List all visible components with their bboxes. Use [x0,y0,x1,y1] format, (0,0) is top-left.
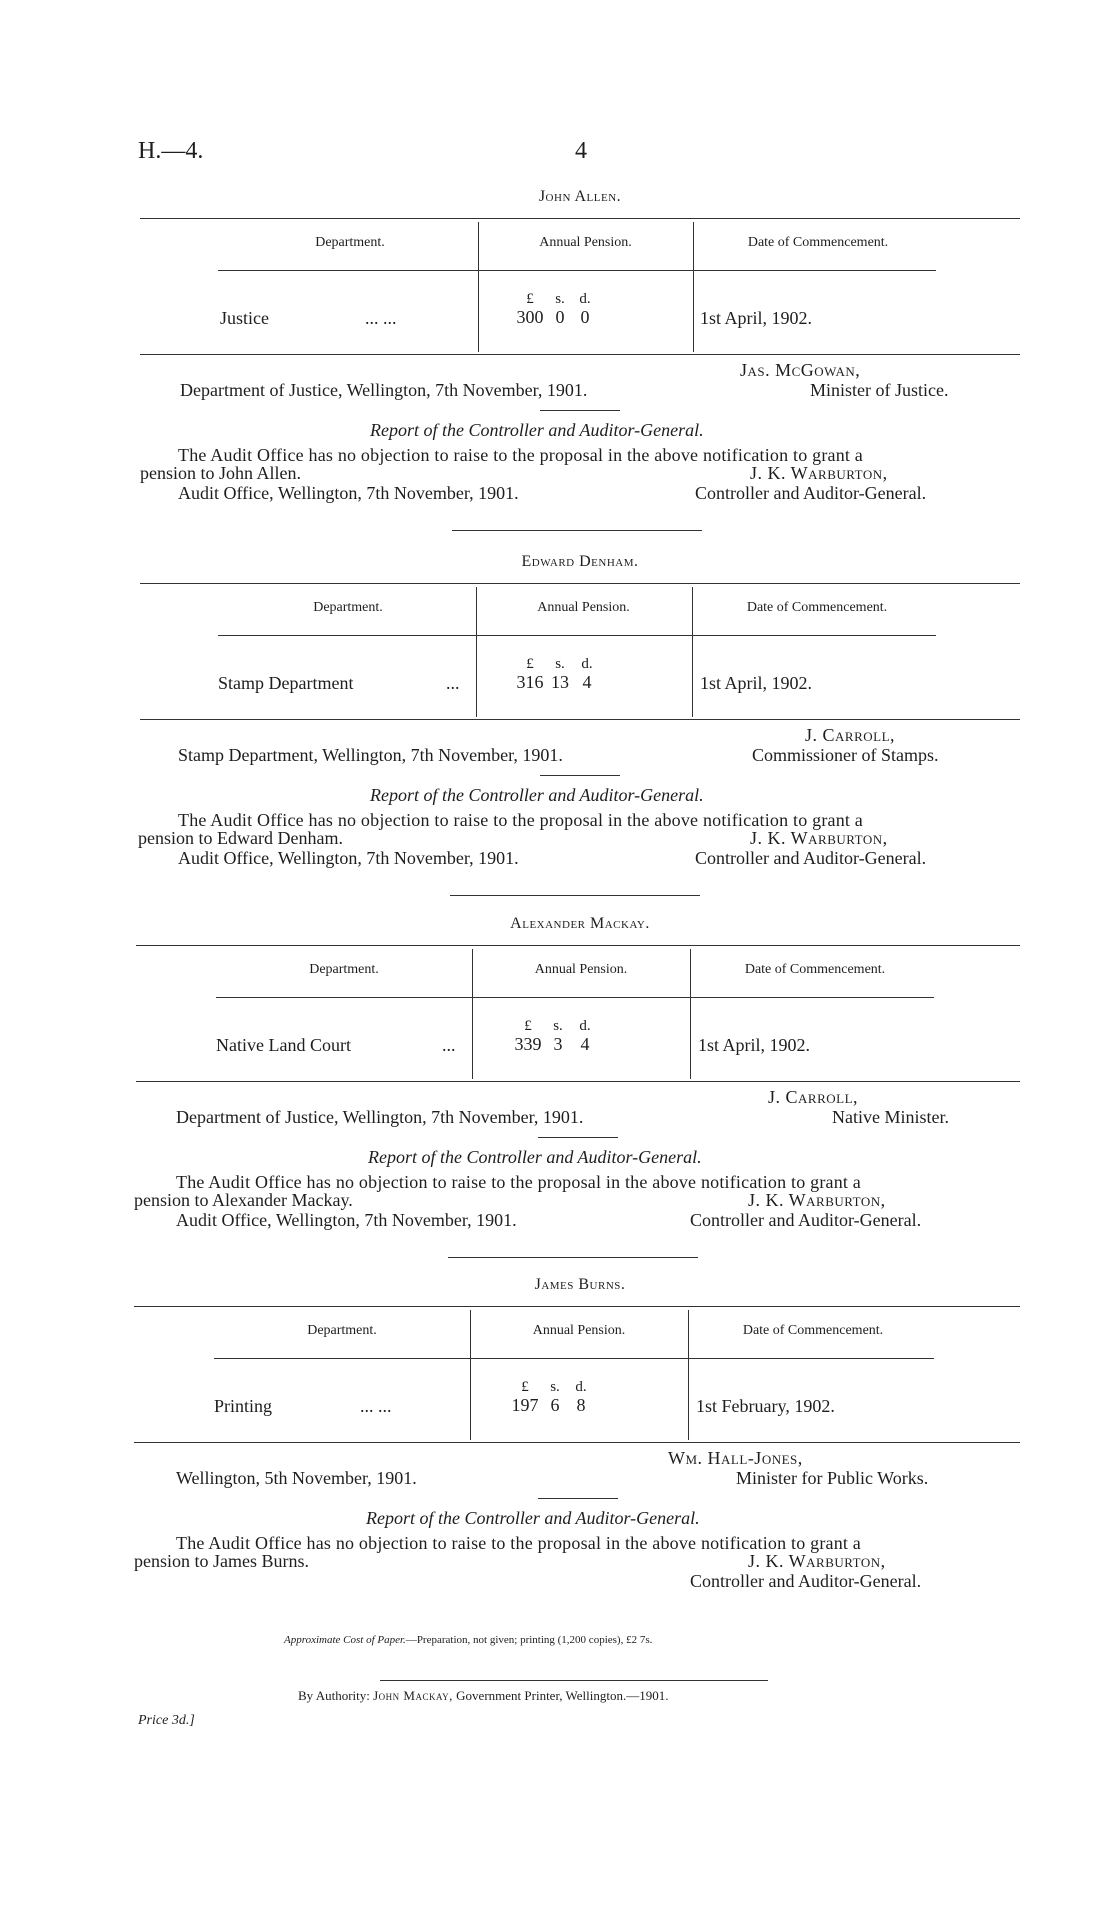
column-header-commencement: Date of Commencement. [746,600,888,615]
pension-shillings: s. 0 [555,291,565,327]
page-number: 4 [575,138,587,164]
department-cell: Printing [214,1396,273,1416]
column-header-department: Department. [315,235,385,250]
table-bottom-rule [136,1081,1020,1082]
table-top-rule [140,583,1020,584]
pension-pence: d. 0 [579,291,591,327]
audit-place: Audit Office, Wellington, 7th November, 1901. [176,1210,517,1230]
commencement-date: 1st February, 1902. [696,1396,835,1416]
audit-text-line1: The Audit Office has no objection to raise to the proposal in the above notification to grant a [176,1533,861,1553]
department-cell: Stamp Department [218,673,354,693]
pension-pounds: £ 339 [514,1018,542,1054]
report-heading: Report of the Controller and Auditor-General. [370,420,704,440]
authority-line [298,1688,668,1704]
signer-title: Minister of Justice. [810,380,949,400]
authority-suffix: Government Printer, Wellington.—1901. [456,1688,669,1703]
leader-dots: ... ... [360,1396,392,1416]
audit-text-line1: The Audit Office has no objection to raise to the proposal in the above notification to grant a [178,445,863,465]
entry-name: Edward Denham. [521,553,639,570]
signer-name: Jas. McGowan, [740,360,861,380]
table-top-rule [140,218,1020,219]
leader-dots: ... ... [365,308,397,328]
office-line: Wellington, 5th November, 1901. [176,1468,417,1488]
authority-prefix: By Authority: [298,1688,370,1703]
cost-of-paper-note [284,1634,652,1646]
office-line: Department of Justice, Wellington, 7th November, 1901. [180,380,588,400]
table-top-rule [134,1306,1020,1307]
cost-text: —Preparation, not given; printing (1,200 copies), £2 7s. [405,1634,653,1646]
authority-rule [380,1680,768,1681]
header-rule [214,1358,934,1359]
column-header-commencement: Date of Commencement. [747,235,889,250]
entry-name: Alexander Mackay. [510,915,650,932]
column-header-department: Department. [309,962,379,977]
report-heading: Report of the Controller and Auditor-General. [368,1147,702,1167]
entry-name: James Burns. [534,1276,626,1293]
auditor-name: J. K. Warburton, [748,1190,886,1210]
table-bottom-rule [140,719,1020,720]
report-heading: Report of the Controller and Auditor-General. [370,785,704,805]
table-bottom-rule [134,1442,1020,1443]
short-rule [538,1498,618,1499]
department-cell: Justice [220,308,269,328]
auditor-title: Controller and Auditor-General. [695,483,927,503]
report-heading: Report of the Controller and Auditor-General. [366,1508,700,1528]
column-header-commencement: Date of Commencement. [744,962,886,977]
column-header-pension: Annual Pension. [532,1323,626,1338]
price: Price 3d.] [138,1713,195,1728]
document-reference: H.—4. [138,138,204,164]
column-header-pension: Annual Pension. [539,235,632,250]
section-separator [450,895,700,896]
pension-pounds: £ 300 [516,291,544,327]
auditor-name: J. K. Warburton, [750,463,888,483]
table-bottom-rule [140,354,1020,355]
printer-name: John Mackay, [373,1688,453,1703]
auditor-title: Controller and Auditor-General. [690,1210,922,1230]
signer-title: Native Minister. [832,1107,949,1127]
commencement-date: 1st April, 1902. [700,673,813,693]
leader-dots: ... [442,1035,456,1055]
auditor-title: Controller and Auditor-General. [695,848,927,868]
audit-text-line1: The Audit Office has no objection to raise to the proposal in the above notification to grant a [178,810,863,830]
signer-name: J. Carroll, [768,1087,859,1107]
column-header-department: Department. [307,1323,377,1338]
section-separator [452,530,702,531]
office-line: Stamp Department, Wellington, 7th November, 1901. [178,745,563,765]
table-top-rule [136,945,1020,946]
header-rule [216,997,934,998]
department-cell: Native Land Court [216,1035,351,1055]
audit-text-line1: The Audit Office has no objection to raise to the proposal in the above notification to grant a [176,1172,861,1192]
audit-text-line2: pension to Edward Denham. [138,828,343,848]
short-rule [538,1137,618,1138]
pension-shillings: s. 6 [550,1379,560,1415]
pension-pence: d. 4 [581,656,593,692]
pension-pence: d. 8 [575,1379,587,1415]
pension-pounds: £ 316 [516,656,544,692]
commencement-date: 1st April, 1902. [698,1035,811,1055]
cost-label: Approximate Cost of Paper. [284,1634,406,1646]
signer-title: Commissioner of Stamps. [752,745,939,765]
entry-name: John Allen. [538,188,622,205]
pension-shillings: s. 13 [551,656,569,692]
header-rule [218,635,936,636]
short-rule [540,410,620,411]
column-header-department: Department. [313,600,383,615]
leader-dots: ... [446,673,460,693]
auditor-name: J. K. Warburton, [750,828,888,848]
signer-title: Minister for Public Works. [736,1468,929,1488]
pension-pounds: £ 197 [511,1379,539,1415]
column-header-commencement: Date of Commencement. [742,1323,884,1338]
audit-text-line2: pension to James Burns. [134,1551,309,1571]
audit-text-line2: pension to John Allen. [140,463,301,483]
section-separator [448,1257,698,1258]
short-rule [540,775,620,776]
audit-place: Audit Office, Wellington, 7th November, 1901. [178,483,519,503]
office-line: Department of Justice, Wellington, 7th November, 1901. [176,1107,584,1127]
signer-name: Wm. Hall-Jones, [668,1448,803,1468]
column-header-pension: Annual Pension. [537,600,630,615]
commencement-date: 1st April, 1902. [700,308,813,328]
pension-pence: d. 4 [579,1018,591,1054]
audit-text-line2: pension to Alexander Mackay. [134,1190,353,1210]
signer-name: J. Carroll, [805,725,896,745]
auditor-title: Controller and Auditor-General. [690,1571,922,1591]
column-header-pension: Annual Pension. [534,962,628,977]
header-rule [218,270,936,271]
auditor-name: J. K. Warburton, [748,1551,886,1571]
audit-place: Audit Office, Wellington, 7th November, 1901. [178,848,519,868]
pension-shillings: s. 3 [553,1018,563,1054]
